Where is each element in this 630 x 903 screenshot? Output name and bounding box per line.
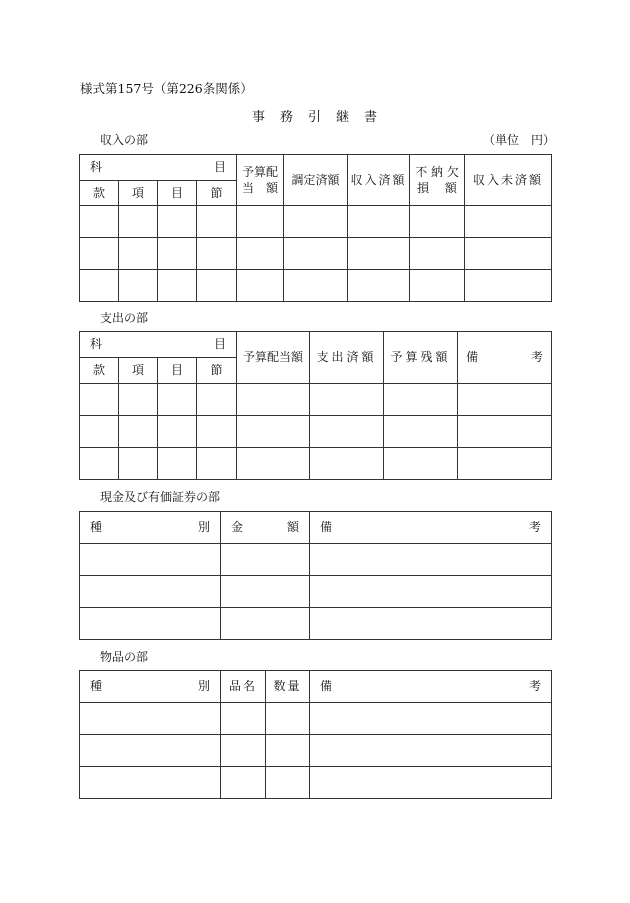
goods-suryo-header: 数量 (266, 671, 310, 703)
table-row (80, 416, 552, 448)
revenue-yosan-header: 予算配 当 額 (237, 155, 284, 206)
goods-table (79, 670, 552, 799)
revenue-setsu-header: 節 (197, 181, 237, 206)
goods-shubetsu-header: 種 別 (80, 671, 221, 703)
revenue-kamoku-header: 科 目 (80, 155, 237, 181)
table-row (80, 270, 552, 302)
expenditure-biko-header: 備 考 (458, 332, 552, 384)
cash-biko-header: 備 考 (310, 512, 552, 544)
expenditure-shishutsu-header: 支出済額 (310, 332, 384, 384)
revenue-funo-header: 不 納 欠 損 額 (410, 155, 465, 206)
revenue-mi-header: 収入未済額 (465, 155, 552, 206)
goods-biko-header: 備 考 (310, 671, 552, 703)
unit-label: （単位 円） (483, 133, 556, 147)
expenditure-setsu-header: 節 (197, 358, 237, 384)
table-row (80, 576, 552, 608)
revenue-kou-header: 項 (119, 181, 158, 206)
cash-shubetsu-header: 種 別 (80, 512, 221, 544)
expenditure-moku-header: 目 (158, 358, 197, 384)
revenue-kan-header: 款 (80, 181, 119, 206)
table-row (80, 735, 552, 767)
table-row (80, 703, 552, 735)
table-row (80, 238, 552, 270)
expenditure-table (79, 331, 552, 480)
goods-hinmei-header: 品名 (221, 671, 266, 703)
table-row (80, 448, 552, 480)
revenue-moku-header: 目 (158, 181, 197, 206)
revenue-chotei-header: 調定済額 (284, 155, 348, 206)
document-title: 事 務 引 継 書 (252, 110, 379, 125)
goods-heading: 物品の部 (100, 650, 149, 664)
expenditure-zan-header: 予算残額 (384, 332, 458, 384)
expenditure-heading: 支出の部 (100, 311, 149, 325)
form-number: 様式第157号（第226条関係） (80, 81, 253, 96)
expenditure-kan-header: 款 (80, 358, 119, 384)
revenue-table (79, 154, 552, 302)
expenditure-kou-header: 項 (119, 358, 158, 384)
revenue-heading: 収入の部 (100, 133, 149, 147)
table-row (80, 608, 552, 640)
cash-table (79, 511, 552, 640)
table-row (80, 384, 552, 416)
cash-kingaku-header: 金 額 (221, 512, 310, 544)
expenditure-yosan-header: 予算配当額 (237, 332, 310, 384)
table-row (80, 767, 552, 799)
table-row (80, 206, 552, 238)
table-row (80, 544, 552, 576)
expenditure-kamoku-header: 科 目 (80, 332, 237, 358)
revenue-shunyu-header: 収入済額 (348, 155, 410, 206)
cash-heading: 現金及び有価証券の部 (100, 490, 221, 504)
